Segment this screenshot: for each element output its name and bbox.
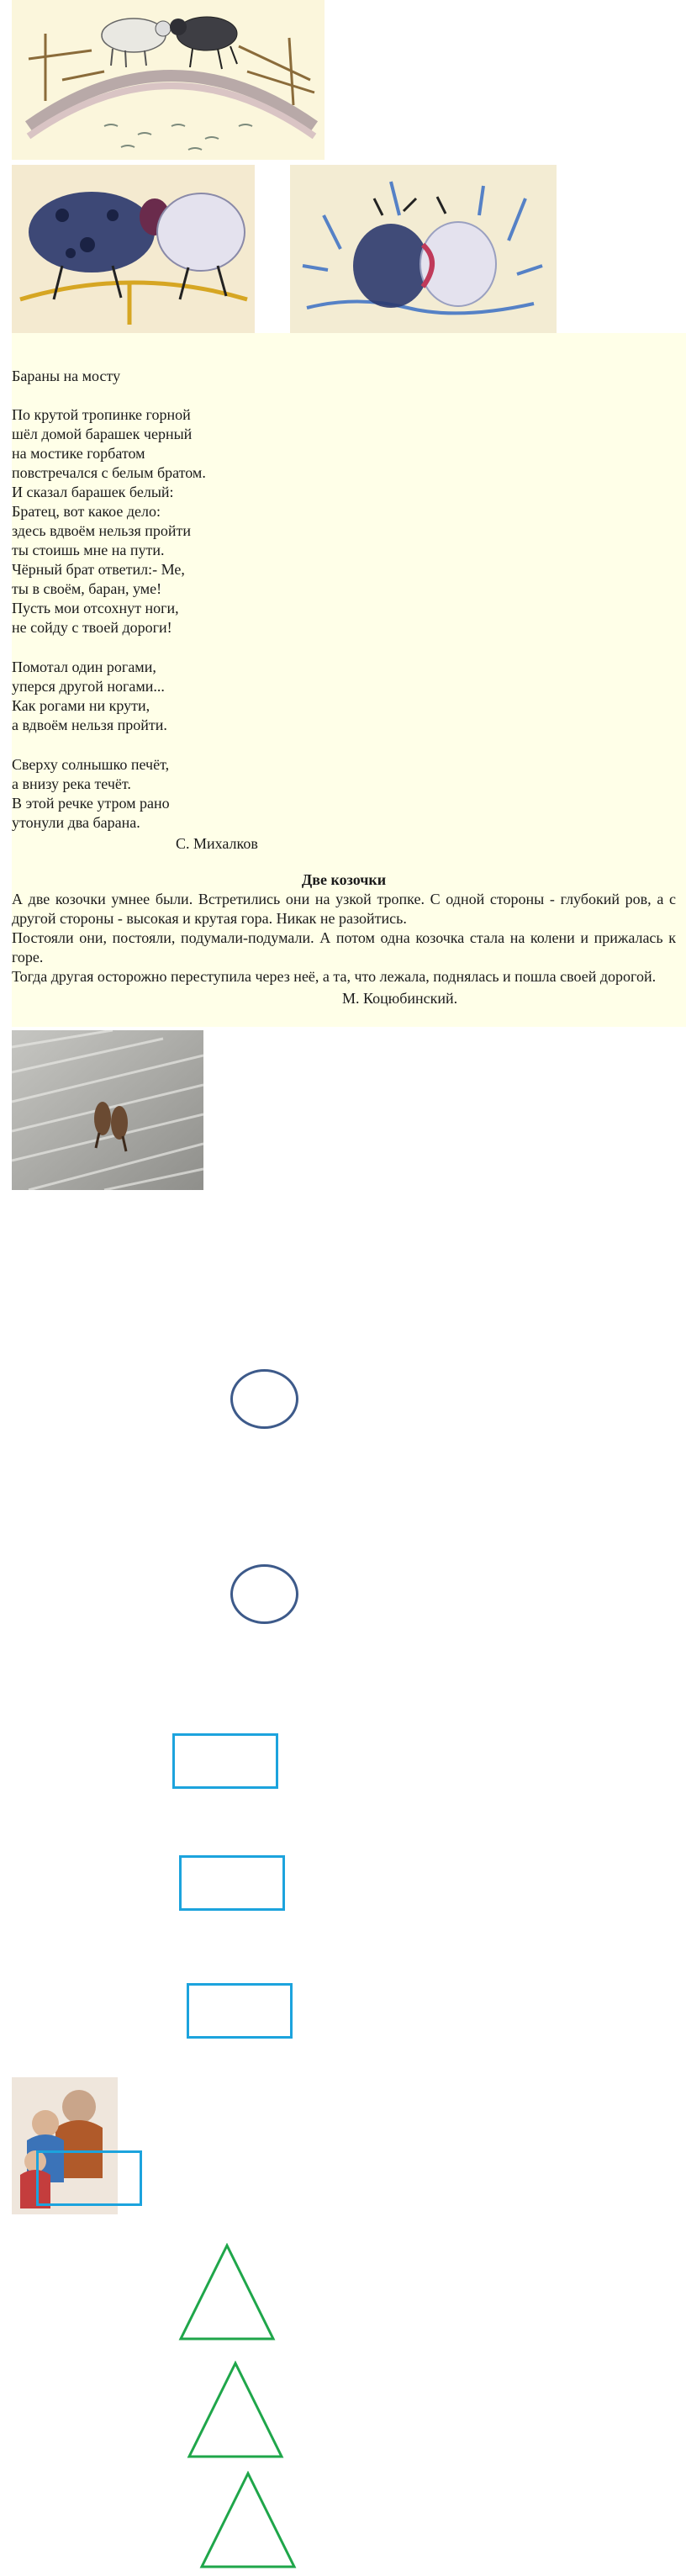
goats-on-cliff-photo	[12, 1030, 203, 1190]
poem-stanza-2	[12, 658, 167, 735]
poem-line: не сойду с твоей дороги!	[12, 619, 172, 636]
rectangle-shape[interactable]	[187, 1983, 293, 2039]
text-area	[12, 333, 686, 1027]
poem-line: повстречался с белым братом.	[12, 464, 206, 481]
poem-line: ты стоишь мне на пути.	[12, 542, 165, 558]
story-title: Две козочки	[301, 871, 387, 888]
poem-line: Как рогами ни крути,	[12, 697, 150, 714]
triangle-shape[interactable]	[187, 2361, 284, 2459]
story-paragraph: А две козочки умнее были. Встретились они на узкой тропке. С одной стороны - глубокий ров, а с другой стороны - высокая и крутая гора. Никак не разойтись.	[12, 891, 676, 927]
poem-title: Бараны на мосту	[12, 368, 121, 384]
poem-line: а внизу река течёт.	[12, 775, 131, 792]
poem-line: Помотал один рогами,	[12, 659, 156, 675]
poem-line: Братец, вот какое дело:	[12, 503, 161, 520]
story-paragraph: Постояли они, постояли, подумали-подумали. А потом одна козочка стала на колени и прижалась к горе.	[12, 929, 676, 965]
poem-line: И сказал барашек белый:	[12, 484, 174, 500]
poem-line: на мостике горбатом	[12, 445, 145, 462]
story-paragraph-text: Тогда другая осторожно переступила через неё, а та, что лежала, поднялась и пошла своей дорогой.	[12, 968, 657, 985]
poem-line: здесь вдвоём нельзя пройти	[12, 522, 192, 539]
triangle-shape[interactable]	[178, 2243, 276, 2341]
rams-splash-illustration	[290, 165, 557, 333]
story-author: М. Коцюбинский.	[342, 990, 458, 1007]
rectangle-shape[interactable]	[36, 2150, 142, 2206]
triangle-shape[interactable]	[199, 2471, 297, 2569]
story-paragraph	[12, 967, 676, 986]
poem-line: Чёрный брат ответил:- Ме,	[12, 561, 185, 578]
poem-author: С. Михалков	[176, 835, 258, 852]
poem-line: уперся другой ногами...	[12, 678, 165, 695]
poem-line: ты в своём, баран, уме!	[12, 580, 162, 597]
poem-line: Сверху солнышко печёт,	[12, 756, 170, 773]
ellipse-shape[interactable]	[230, 1564, 298, 1624]
rectangle-shape[interactable]	[172, 1733, 278, 1789]
rams-on-bridge-illustration	[12, 0, 325, 160]
poem-line: По крутой тропинке горной	[12, 406, 191, 423]
poem-line: шёл домой барашек черный	[12, 426, 193, 442]
rectangle-shape[interactable]	[179, 1855, 285, 1911]
poem-stanza-3	[12, 755, 170, 833]
poem-line: Пусть мои отсохнут ноги,	[12, 600, 179, 616]
rams-butting-illustration	[12, 165, 255, 333]
ellipse-shape[interactable]	[230, 1369, 298, 1429]
poem-line: а вдвоём нельзя пройти.	[12, 717, 167, 733]
story-body	[12, 890, 676, 986]
poem-line: утонули два барана.	[12, 814, 140, 831]
poem-stanza-1	[12, 405, 206, 637]
poem-line: В этой речке утром рано	[12, 795, 170, 812]
